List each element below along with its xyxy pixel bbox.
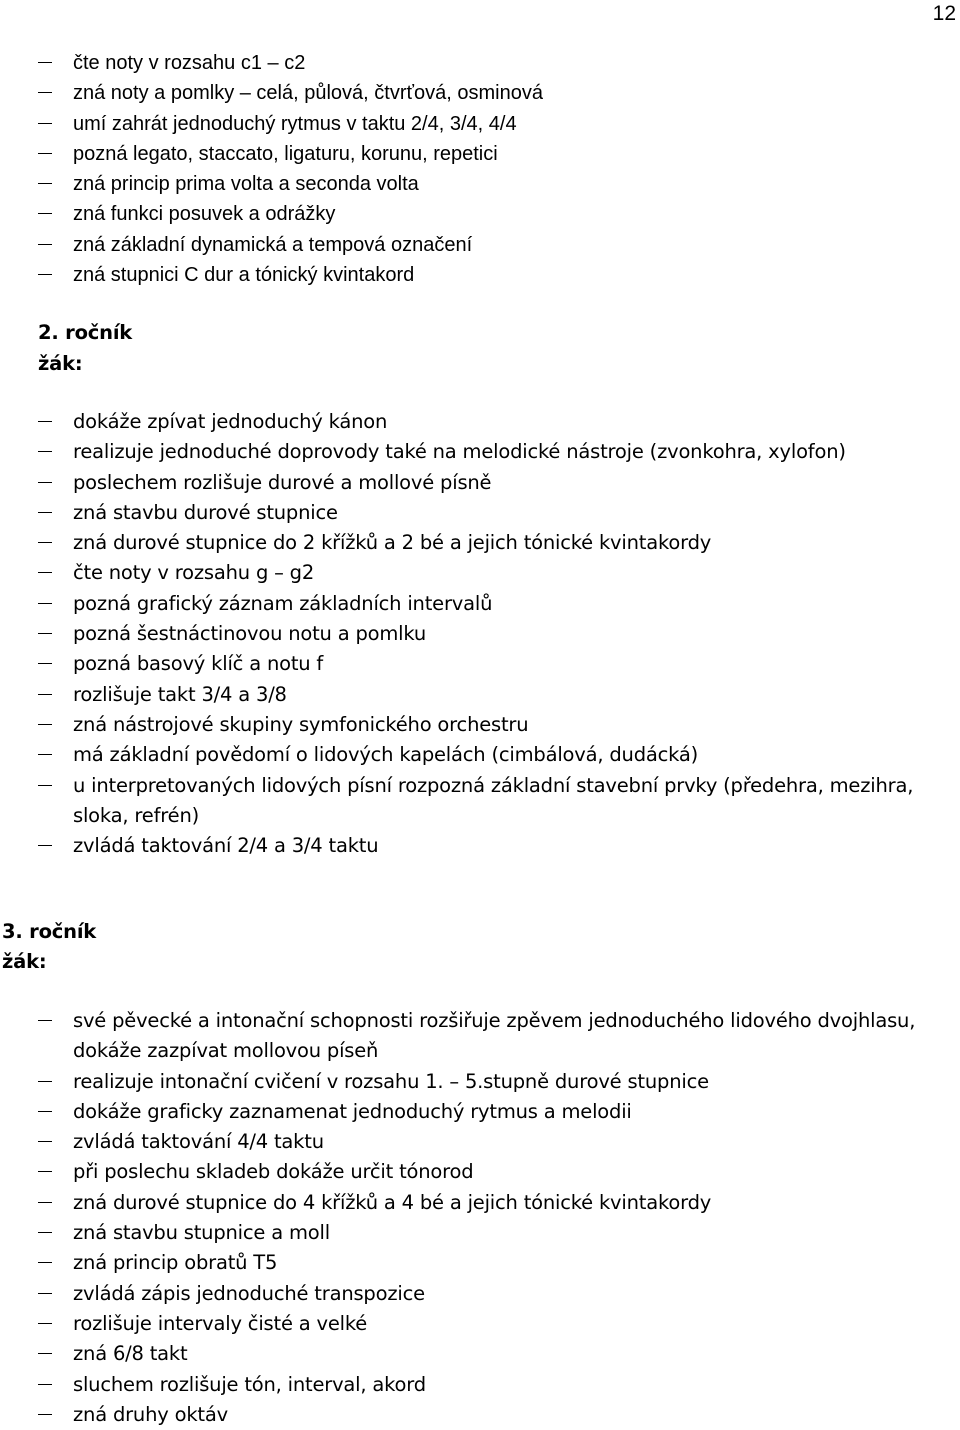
list-item: [0, 468, 913, 498]
list-item: [0, 1248, 915, 1278]
list-item-text: dokáže zpívat jednoduchý kánon: [73, 410, 388, 433]
dash-bullet-icon: [38, 1232, 52, 1233]
dash-bullet-icon: [38, 274, 52, 275]
list-item: [0, 1157, 915, 1187]
list-item-text: realizuje jednoduché doprovody také na melodické nástroje (zvonkohra, xylofon): [73, 440, 846, 464]
list-item-text: zná základní dynamická a tempová označení: [73, 233, 473, 256]
list-item-text: zvládá taktování 2/4 a 3/4 taktu: [73, 834, 379, 858]
list-item-text: pozná grafický záznam základních intervalů: [73, 591, 493, 615]
list-item: [0, 109, 543, 139]
list-item-text: sloka, refrén): [73, 803, 200, 827]
list-item: [0, 1339, 915, 1369]
dash-bullet-icon: [38, 512, 52, 513]
list-item-text: zná princip obratů T5: [73, 1251, 278, 1275]
dash-bullet-icon: [38, 572, 52, 573]
list-item: [0, 1309, 915, 1339]
list-item-text: rozlišuje takt 3/4 a 3/8: [73, 682, 287, 706]
dash-bullet-icon: [38, 421, 52, 422]
list-item: [0, 1097, 915, 1127]
dash-bullet-icon: [38, 542, 52, 543]
list-item-text: zná funkci posuvek a odrážky: [73, 203, 336, 226]
list-item: [0, 680, 913, 710]
list-item: [0, 169, 543, 199]
list-item-text: zná 6/8 takt: [73, 1342, 188, 1366]
dash-bullet-icon: [38, 92, 52, 93]
list-item: [0, 528, 913, 558]
list-item: [0, 230, 543, 260]
list-item: [0, 1279, 915, 1309]
list-item-text: poslechem rozlišuje durové a mollové písně: [73, 470, 492, 494]
list-item-text: zná stupnici C dur a tónický kvintakord: [73, 264, 415, 287]
dash-bullet-icon: [38, 244, 52, 245]
dash-bullet-icon: [38, 1202, 52, 1203]
dash-bullet-icon: [38, 1111, 52, 1112]
list-item: [0, 558, 913, 588]
dash-bullet-icon: [38, 845, 52, 846]
list-item: [0, 710, 913, 740]
list-item: [0, 1067, 915, 1097]
list-item-text: zvládá zápis jednoduché transpozice: [73, 1281, 425, 1305]
requirements-list-1: [0, 48, 543, 290]
section-3-title: 3. ročník: [2, 920, 97, 943]
dash-bullet-icon: [38, 1384, 52, 1385]
list-item-text: zná durové stupnice do 2 křížků a 2 bé a jejich tónické kvintakordy: [73, 531, 712, 555]
list-item-text: zná druhy oktáv: [73, 1402, 228, 1426]
list-item-text: pozná basový klíč a notu f: [73, 652, 324, 676]
list-item-text: zná princip prima volta a seconda volta: [73, 173, 419, 196]
list-item: [0, 407, 913, 437]
list-item: [0, 48, 543, 78]
dash-bullet-icon: [38, 724, 52, 725]
list-item: [0, 1036, 915, 1066]
list-item-text: své pěvecké a intonační schopnosti rozšiřuje zpěvem jednoduchého lidového dvojhlasu,: [73, 1009, 916, 1032]
list-item-text: realizuje intonační cvičení v rozsahu 1. – 5.stupně durové stupnice: [73, 1069, 709, 1093]
dash-bullet-icon: [38, 1020, 52, 1021]
list-item: [0, 437, 913, 467]
list-item: [0, 1127, 915, 1157]
dash-bullet-icon: [38, 62, 52, 63]
dash-bullet-icon: [38, 1262, 52, 1263]
list-item-text: dokáže graficky zaznamenat jednoduchý rytmus a melodii: [73, 1099, 632, 1123]
list-item: [0, 139, 543, 169]
dash-bullet-icon: [38, 663, 52, 664]
list-item: [0, 1370, 915, 1400]
dash-bullet-icon: [38, 633, 52, 634]
list-item: [0, 801, 913, 831]
list-item-text: dokáže zazpívat mollovou píseň: [73, 1039, 379, 1063]
list-item: [0, 771, 913, 801]
page-number: 12: [932, 2, 956, 25]
list-item-text: při poslechu skladeb dokáže určit tónorod: [73, 1160, 474, 1184]
list-item-text: zná durové stupnice do 4 křížků a 4 bé a jejich tónické kvintakordy: [73, 1190, 712, 1214]
list-item: [0, 1006, 915, 1036]
dash-bullet-icon: [38, 1081, 52, 1082]
list-item: [0, 619, 913, 649]
list-item: [0, 1188, 915, 1218]
list-item: [0, 78, 543, 108]
list-item-text: umí zahrát jednoduchý rytmus v taktu 2/4, 3/4, 4/4: [73, 112, 517, 135]
dash-bullet-icon: [38, 1414, 52, 1415]
section-2-title: 2. ročník: [38, 321, 133, 344]
list-item-text: sluchem rozlišuje tón, interval, akord: [73, 1372, 426, 1396]
dash-bullet-icon: [38, 213, 52, 214]
dash-bullet-icon: [38, 1323, 52, 1324]
list-item: [0, 199, 543, 229]
list-item-text: zná noty a pomlky – celá, půlová, čtvrťová, osminová: [73, 82, 543, 105]
dash-bullet-icon: [38, 451, 52, 452]
dash-bullet-icon: [38, 1353, 52, 1354]
list-item-text: pozná legato, staccato, ligaturu, korunu, repetici: [73, 142, 498, 165]
section-3-subtitle: žák:: [2, 950, 47, 973]
dash-bullet-icon: [38, 123, 52, 124]
list-item: [0, 260, 543, 290]
list-item-text: zvládá taktování 4/4 taktu: [73, 1130, 324, 1154]
dash-bullet-icon: [38, 1141, 52, 1142]
list-item-text: čte noty v rozsahu g – g2: [73, 561, 315, 585]
list-item: [0, 1218, 915, 1248]
list-item: [0, 589, 913, 619]
dash-bullet-icon: [38, 1171, 52, 1172]
dash-bullet-icon: [38, 603, 52, 604]
list-item: [0, 1400, 915, 1430]
list-item-text: zná stavbu stupnice a moll: [73, 1221, 330, 1245]
list-item: [0, 649, 913, 679]
list-item-text: zná stavbu durové stupnice: [73, 500, 338, 524]
list-item-text: pozná šestnáctinovou notu a pomlku: [73, 622, 427, 646]
dash-bullet-icon: [38, 482, 52, 483]
list-item-text: má základní povědomí o lidových kapelách (cimbálová, dudácká): [73, 743, 699, 767]
list-item: [0, 740, 913, 770]
dash-bullet-icon: [38, 183, 52, 184]
dash-bullet-icon: [38, 694, 52, 695]
list-item: [0, 498, 913, 528]
dash-bullet-icon: [38, 785, 52, 786]
list-item: [0, 831, 913, 861]
dash-bullet-icon: [38, 1293, 52, 1294]
list-item-text: u interpretovaných lidových písní rozpozná základní stavební prvky (předehra, mezihra,: [73, 773, 914, 797]
list-item-text: zná nástrojové skupiny symfonického orchestru: [73, 712, 529, 736]
requirements-list-3: [0, 1006, 915, 1430]
section-2-subtitle: žák:: [38, 352, 83, 375]
list-item-text: rozlišuje intervaly čisté a velké: [73, 1311, 368, 1335]
requirements-list-2: [0, 407, 913, 861]
dash-bullet-icon: [38, 153, 52, 154]
dash-bullet-icon: [38, 754, 52, 755]
list-item-text: čte noty v rozsahu c1 – c2: [73, 52, 306, 74]
